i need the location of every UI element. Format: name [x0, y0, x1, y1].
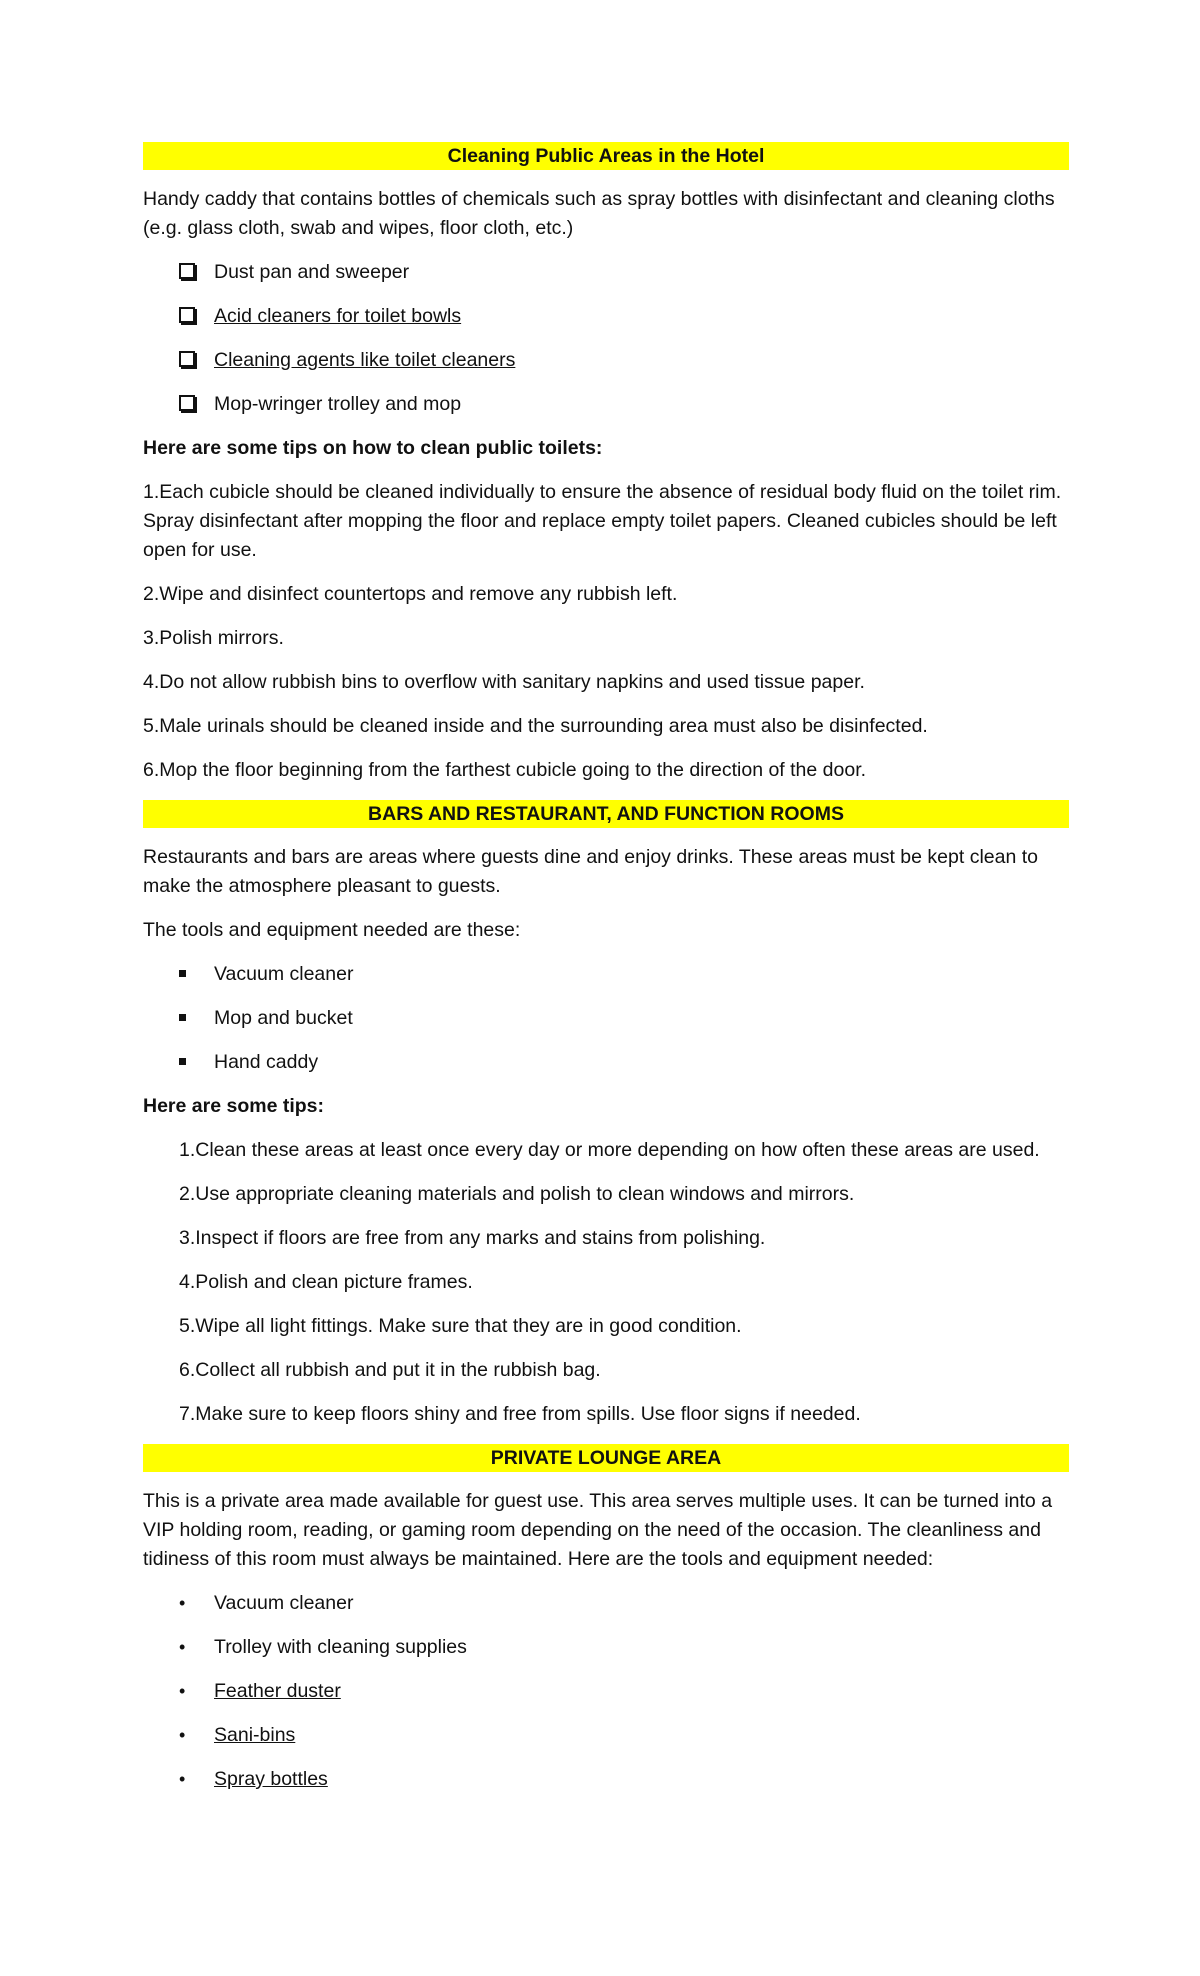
paragraph-intro-lounge: This is a private area made available for guest use. This area serves multiple uses. It can be turned into a VIP holding room, reading, or gaming room depending on the need of the occasion. The cleanliness and tidiness of this room must always be maintained. Here are the tools and equipment needed:: [143, 1490, 1053, 1570]
tip-paragraph: 1.Each cubicle should be cleaned individually to ensure the absence of residual body fluid on the toilet rim. Spray disinfectant after mopping the floor and replace empty toilet papers. Cleaned cubicles should be left open for use.: [143, 481, 1062, 561]
list-item-text: Hand caddy: [214, 1051, 319, 1073]
dot-bullet-icon: [143, 1721, 214, 1750]
list-item-text: Cleaning agents like toilet cleaners: [214, 349, 516, 371]
checkbox-bullet-icon: [143, 346, 214, 375]
tip-paragraph: 7.Make sure to keep floors shiny and free from spills. Use floor signs if needed.: [179, 1403, 861, 1425]
section-heading-bars-restaurant: BARS AND RESTAURANT, AND FUNCTION ROOMS: [143, 800, 1069, 828]
tip-paragraph: 4.Polish and clean picture frames.: [179, 1271, 473, 1293]
list-item: [143, 1589, 1069, 1618]
list-item: [143, 1633, 1069, 1662]
list-item: [143, 1004, 1069, 1033]
list-item: [143, 1677, 1069, 1706]
square-bullet-icon: [143, 960, 214, 989]
checkbox-bullet-icon: [143, 258, 214, 287]
tip-paragraph: 6.Collect all rubbish and put it in the rubbish bag.: [179, 1359, 601, 1381]
paragraph-intro-caddy: Handy caddy that contains bottles of chemicals such as spray bottles with disinfectant and cleaning cloths (e.g. glass cloth, swab and wipes, floor cloth, etc.): [143, 188, 1055, 239]
list-item-text: Vacuum cleaner: [214, 963, 354, 985]
tip-paragraph: 3.Polish mirrors.: [143, 627, 284, 649]
list-item-text: Spray bottles: [214, 1768, 328, 1790]
document-body: [143, 142, 1069, 1809]
paragraph-intro-restaurants: Restaurants and bars are areas where guests dine and enjoy drinks. These areas must be kept clean to make the atmosphere pleasant to guests.: [143, 846, 1038, 897]
list-item: [143, 302, 1069, 331]
section-heading-private-lounge: PRIVATE LOUNGE AREA: [143, 1444, 1069, 1472]
dot-bullet-icon: [143, 1633, 214, 1662]
list-item-text: Acid cleaners for toilet bowls: [214, 305, 462, 327]
list-item: [143, 960, 1069, 989]
dot-bullet-icon: [143, 1589, 214, 1618]
tip-paragraph: 5.Male urinals should be cleaned inside and the surrounding area must also be disinfected.: [143, 715, 928, 737]
list-item-text: Vacuum cleaner: [214, 1592, 354, 1614]
tip-paragraph: 1.Clean these areas at least once every day or more depending on how often these areas are used.: [179, 1139, 1040, 1161]
tip-paragraph: 2.Wipe and disinfect countertops and remove any rubbish left.: [143, 583, 678, 605]
list-item: [143, 1721, 1069, 1750]
list-item-text: Mop and bucket: [214, 1007, 353, 1029]
list-item-text: Mop-wringer trolley and mop: [214, 393, 462, 415]
list-item: [143, 390, 1069, 419]
checkbox-bullet-icon: [143, 302, 214, 331]
tip-paragraph: 6.Mop the floor beginning from the farthest cubicle going to the direction of the door.: [143, 759, 867, 781]
list-item-text: Trolley with cleaning supplies: [214, 1636, 467, 1658]
square-bullet-icon: [143, 1048, 214, 1077]
square-bullet-icon: [143, 1004, 214, 1033]
dot-bullet-icon: [143, 1765, 214, 1794]
tip-paragraph: 4.Do not allow rubbish bins to overflow with sanitary napkins and used tissue paper.: [143, 671, 865, 693]
tips-heading-bars: Here are some tips:: [143, 1095, 324, 1117]
dot-bullet-icon: [143, 1677, 214, 1706]
tips-heading-toilets: Here are some tips on how to clean public toilets:: [143, 437, 603, 459]
section-heading-public-areas: Cleaning Public Areas in the Hotel: [143, 142, 1069, 170]
list-item: [143, 346, 1069, 375]
list-item: [143, 258, 1069, 287]
tip-paragraph: 5.Wipe all light fittings. Make sure that they are in good condition.: [179, 1315, 742, 1337]
tip-paragraph: 2.Use appropriate cleaning materials and polish to clean windows and mirrors.: [179, 1183, 855, 1205]
list-item-text: Feather duster: [214, 1680, 341, 1702]
tip-paragraph: 3.Inspect if floors are free from any marks and stains from polishing.: [179, 1227, 766, 1249]
list-item: [143, 1048, 1069, 1077]
list-item-text: Dust pan and sweeper: [214, 261, 410, 283]
list-item: [143, 1765, 1069, 1794]
list-item-text: Sani-bins: [214, 1724, 296, 1746]
tools-heading: The tools and equipment needed are these:: [143, 919, 521, 941]
checkbox-bullet-icon: [143, 390, 214, 419]
